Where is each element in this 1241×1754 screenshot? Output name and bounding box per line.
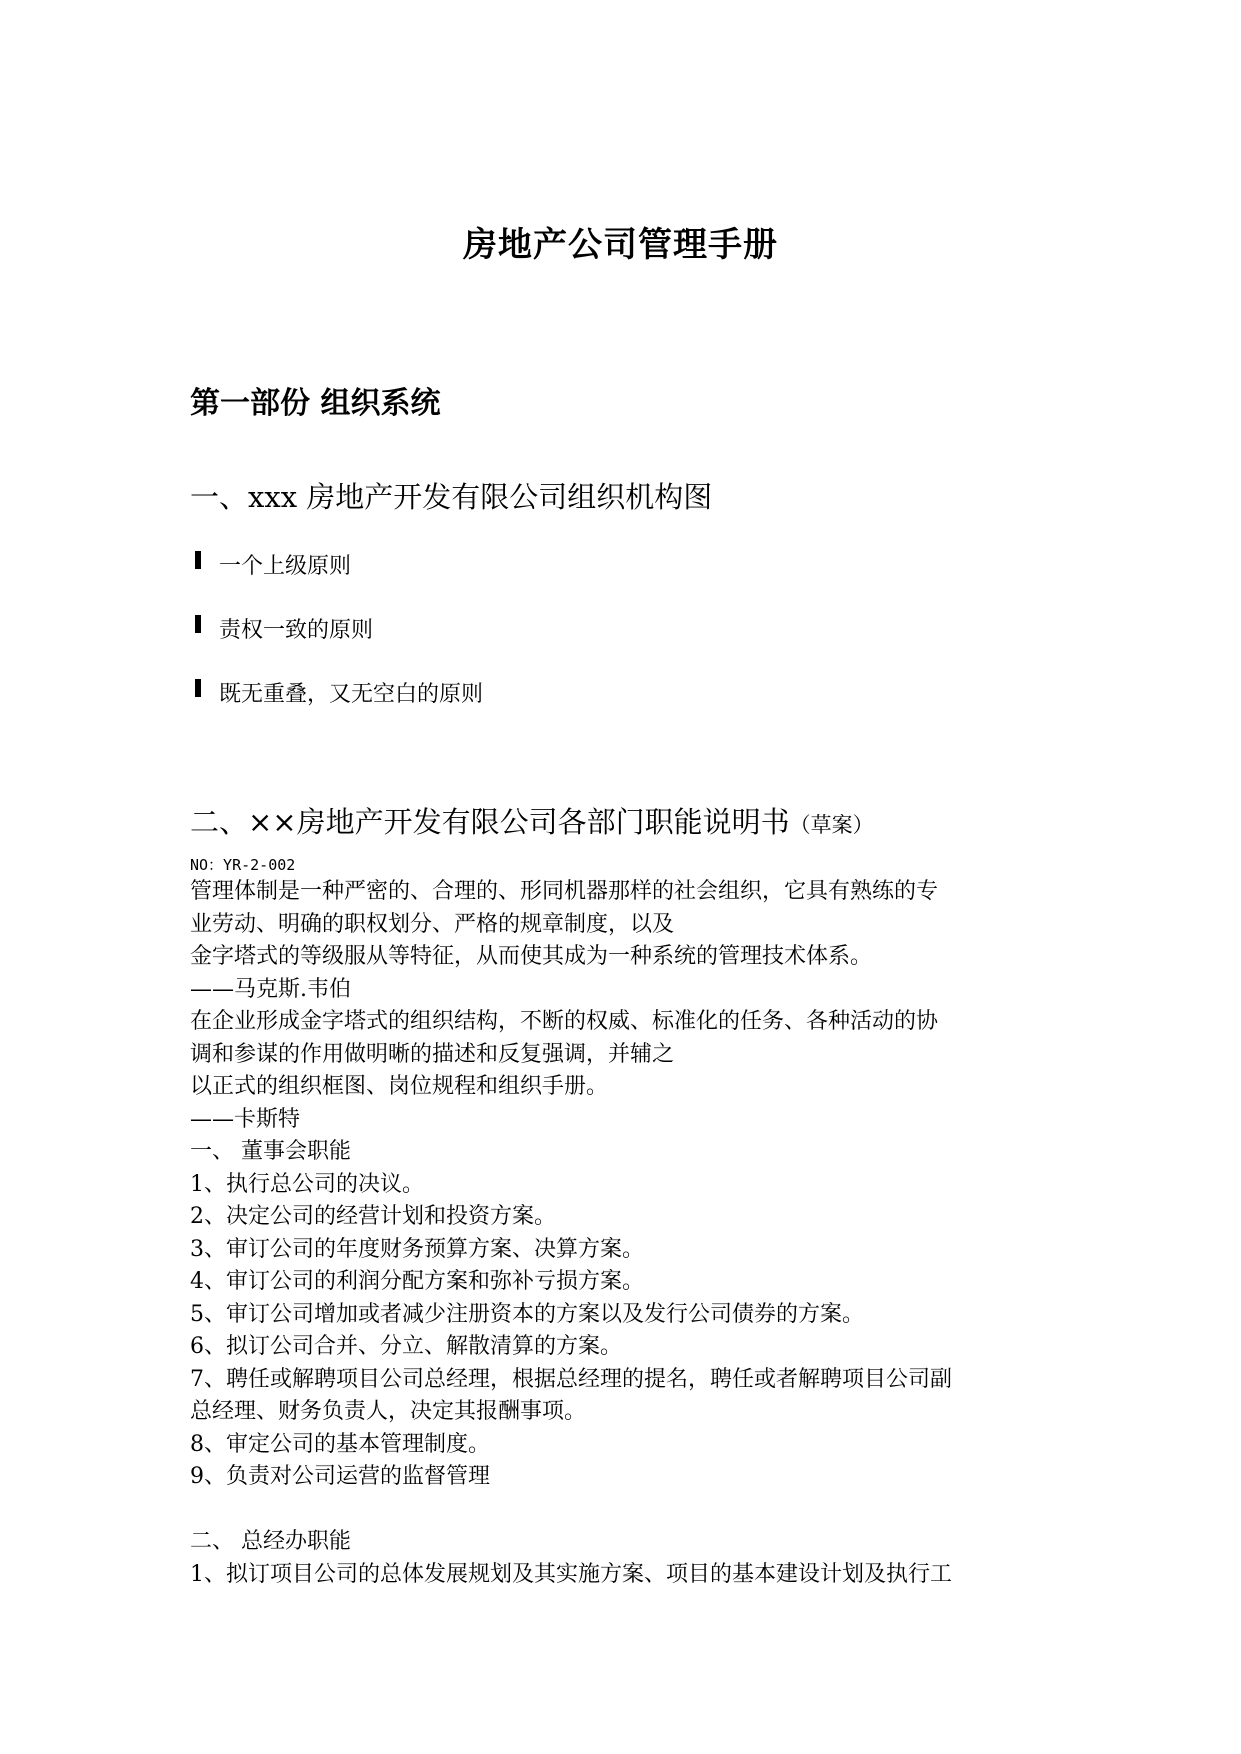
body-line: 金字塔式的等级服从等特征，从而使其成为一种系统的管理技术体系。 <box>190 944 873 969</box>
subsection-heading: 一、 董事会职能 <box>190 1139 351 1164</box>
list-item: 6、拟订公司合并、分立、解散清算的方案。 <box>190 1334 622 1359</box>
list-item: 1、执行总公司的决议。 <box>190 1171 424 1197</box>
document-title: 房地产公司管理手册 <box>463 225 778 265</box>
list-item: 1、拟订项目公司的总体发展规划及其实施方案、项目的基本建设计划及执行工 <box>190 1561 952 1587</box>
list-item: 2、决定公司的经营计划和投资方案。 <box>190 1204 556 1229</box>
body-line: 在企业形成金字塔式的组织结构，不断的权威、标准化的任务、各种活动的协 <box>190 1009 939 1034</box>
section-2-heading <box>190 802 874 845</box>
body-line: 调和参谋的作用做明晰的描述和反复强调，并辅之 <box>190 1041 675 1067</box>
quote-attribution: ——马克斯.韦伯 <box>190 976 351 1002</box>
list-item: 5、审订公司增加或者减少注册资本的方案以及发行公司债券的方案。 <box>190 1301 864 1327</box>
body-line: 管理体制是一种严密的、合理的、形同机器那样的社会组织，它具有熟练的专 <box>190 879 939 904</box>
list-item: 8、审定公司的基本管理制度。 <box>190 1431 490 1457</box>
bullet-item <box>195 548 351 580</box>
blank-line <box>190 1494 1070 1527</box>
part-heading: 第一部份 组织系统 <box>190 386 441 421</box>
section-1-heading: 一、xxx 房地产开发有限公司组织机构图 <box>190 480 713 514</box>
list-item: 4、审订公司的利润分配方案和弥补亏损方案。 <box>190 1269 644 1294</box>
bullet-text: 一个上级原则 <box>219 553 352 579</box>
quote-attribution: ——卡斯特 <box>190 1106 301 1132</box>
subsection-heading: 二、 总经办职能 <box>190 1529 351 1554</box>
list-item: 9、负责对公司运营的监督管理 <box>190 1464 490 1489</box>
list-item: 3、审订公司的年度财务预算方案、决算方案。 <box>190 1236 644 1262</box>
list-item-continuation: 总经理、财务负责人，决定其报酬事项。 <box>190 1399 587 1424</box>
section-2-heading-main: 二、××房地产开发有限公司各部门职能说明书 <box>190 805 790 839</box>
document-number: NO：YR-2-002 <box>190 856 296 874</box>
list-item: 7、聘任或解聘项目公司总经理，根据总经理的提名，聘任或者解聘项目公司副 <box>190 1366 952 1392</box>
bullet-item <box>195 612 373 644</box>
bullet-icon <box>195 679 201 697</box>
body-line: 以正式的组织框图、岗位规程和组织手册。 <box>190 1074 609 1099</box>
bullet-text: 责权一致的原则 <box>219 617 374 643</box>
bullet-item <box>195 676 483 708</box>
body-line: 业劳动、明确的职权划分、严格的规章制度，以及 <box>190 911 675 937</box>
bullet-text: 既无重叠，又无空白的原则 <box>219 681 484 707</box>
bullet-icon <box>195 615 201 633</box>
section-2-heading-note: （草案） <box>789 813 874 837</box>
section-2-body <box>190 876 1070 1591</box>
bullet-icon <box>195 551 201 569</box>
